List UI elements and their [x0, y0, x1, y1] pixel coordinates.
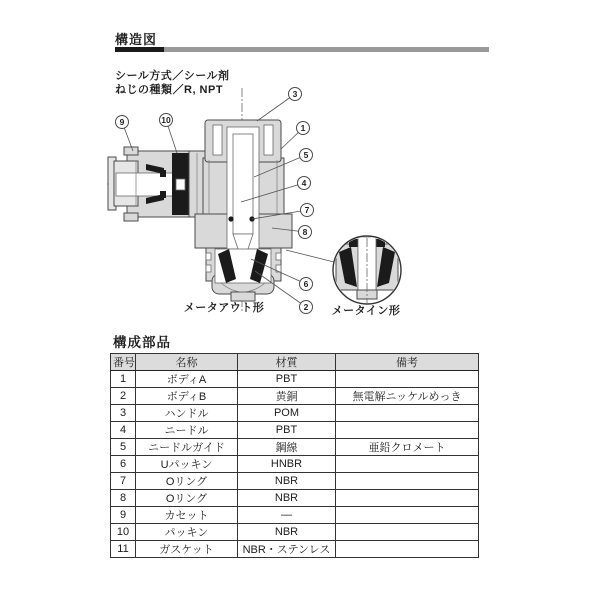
- callout-8: [299, 226, 312, 239]
- callout-6: [300, 278, 313, 291]
- table-row: [111, 473, 479, 490]
- table-row: [111, 507, 479, 524]
- part-note: [336, 541, 479, 558]
- part-material: 鋼線: [238, 439, 336, 456]
- callout-5: [300, 149, 313, 162]
- table-row: [111, 405, 479, 422]
- part-material: POM: [238, 405, 336, 422]
- part-no: 11: [111, 541, 136, 558]
- part-material: 黄銅: [238, 388, 336, 405]
- part-no: 2: [111, 388, 136, 405]
- meter-in-link-line: [286, 250, 334, 262]
- callout-10: [160, 114, 173, 127]
- part-note: [336, 422, 479, 439]
- part-name: ハンドル: [136, 405, 238, 422]
- table-row: [111, 541, 479, 558]
- part-note: [336, 507, 479, 524]
- svg-text:9: 9: [119, 117, 125, 127]
- callout-1: [297, 122, 310, 135]
- callout-2: [300, 301, 313, 314]
- svg-text:4: 4: [301, 178, 307, 188]
- part-name: Uパッキン: [136, 456, 238, 473]
- callout-3: [289, 88, 302, 101]
- part-no: 10: [111, 524, 136, 541]
- callout-9: [116, 116, 129, 129]
- part-note: [336, 490, 479, 507]
- part-name: ニードルガイド: [136, 439, 238, 456]
- parts-header-row: [111, 354, 479, 371]
- callout-7: [301, 204, 314, 217]
- part-no: 9: [111, 507, 136, 524]
- part-name: Oリング: [136, 490, 238, 507]
- svg-text:7: 7: [304, 205, 310, 215]
- part-name: ボディA: [136, 371, 238, 388]
- part-material: PBT: [238, 422, 336, 439]
- header-no: 番号: [111, 354, 136, 371]
- part-no: 7: [111, 473, 136, 490]
- svg-text:2: 2: [303, 302, 309, 312]
- meter-out-label: メータアウト形: [183, 302, 265, 314]
- svg-text:6: 6: [303, 279, 309, 289]
- part-no: 6: [111, 456, 136, 473]
- part-no: 3: [111, 405, 136, 422]
- part-note: [336, 405, 479, 422]
- table-row: [111, 490, 479, 507]
- table-row: [111, 439, 479, 456]
- header-name: 名称: [136, 354, 238, 371]
- part-no: 1: [111, 371, 136, 388]
- part-note: [336, 371, 479, 388]
- table-row: [111, 371, 479, 388]
- part-name: パッキン: [136, 524, 238, 541]
- parts-section-title: 構成部品: [113, 335, 171, 350]
- part-note: 無電解ニッケルめっき: [336, 388, 479, 405]
- svg-text:1: 1: [300, 123, 306, 133]
- part-name: カセット: [136, 507, 238, 524]
- part-no: 8: [111, 490, 136, 507]
- part-name: ガスケット: [136, 541, 238, 558]
- svg-text:5: 5: [303, 150, 309, 160]
- part-note: [336, 473, 479, 490]
- part-no: 5: [111, 439, 136, 456]
- part-note: [336, 456, 479, 473]
- svg-text:8: 8: [302, 227, 308, 237]
- part-material: NBR・ステンレス: [238, 541, 336, 558]
- meter-in-label: メータイン形: [331, 305, 401, 317]
- part-no: 4: [111, 422, 136, 439]
- part-note: 亜鉛クロメート: [336, 439, 479, 456]
- part-material: NBR: [238, 490, 336, 507]
- parts-table: [110, 353, 479, 558]
- part-material: PBT: [238, 371, 336, 388]
- o-ring-7-left: [228, 216, 233, 221]
- part-name: ボディB: [136, 388, 238, 405]
- table-row: [111, 388, 479, 405]
- part-material: HNBR: [238, 456, 336, 473]
- part-note: [336, 524, 479, 541]
- meter-in-detail: [333, 236, 401, 304]
- table-row: [111, 524, 479, 541]
- page-title: 構造図: [115, 32, 158, 47]
- cassette-assembly: [108, 147, 213, 221]
- thread-type-line: ねじの種類／R, NPT: [115, 83, 224, 96]
- part-material: —: [238, 507, 336, 524]
- part-material: NBR: [238, 524, 336, 541]
- header-material: 材質: [238, 354, 336, 371]
- part-name: Oリング: [136, 473, 238, 490]
- svg-text:10: 10: [161, 115, 171, 125]
- part-material: NBR: [238, 473, 336, 490]
- part-name: ニードル: [136, 422, 238, 439]
- valve-body: [195, 120, 292, 301]
- svg-text:3: 3: [292, 89, 298, 99]
- callout-4: [298, 177, 311, 190]
- seal-method-line: シール方式／シール剤: [115, 70, 230, 82]
- table-row: [111, 422, 479, 439]
- header-note: 備考: [336, 354, 479, 371]
- table-row: [111, 456, 479, 473]
